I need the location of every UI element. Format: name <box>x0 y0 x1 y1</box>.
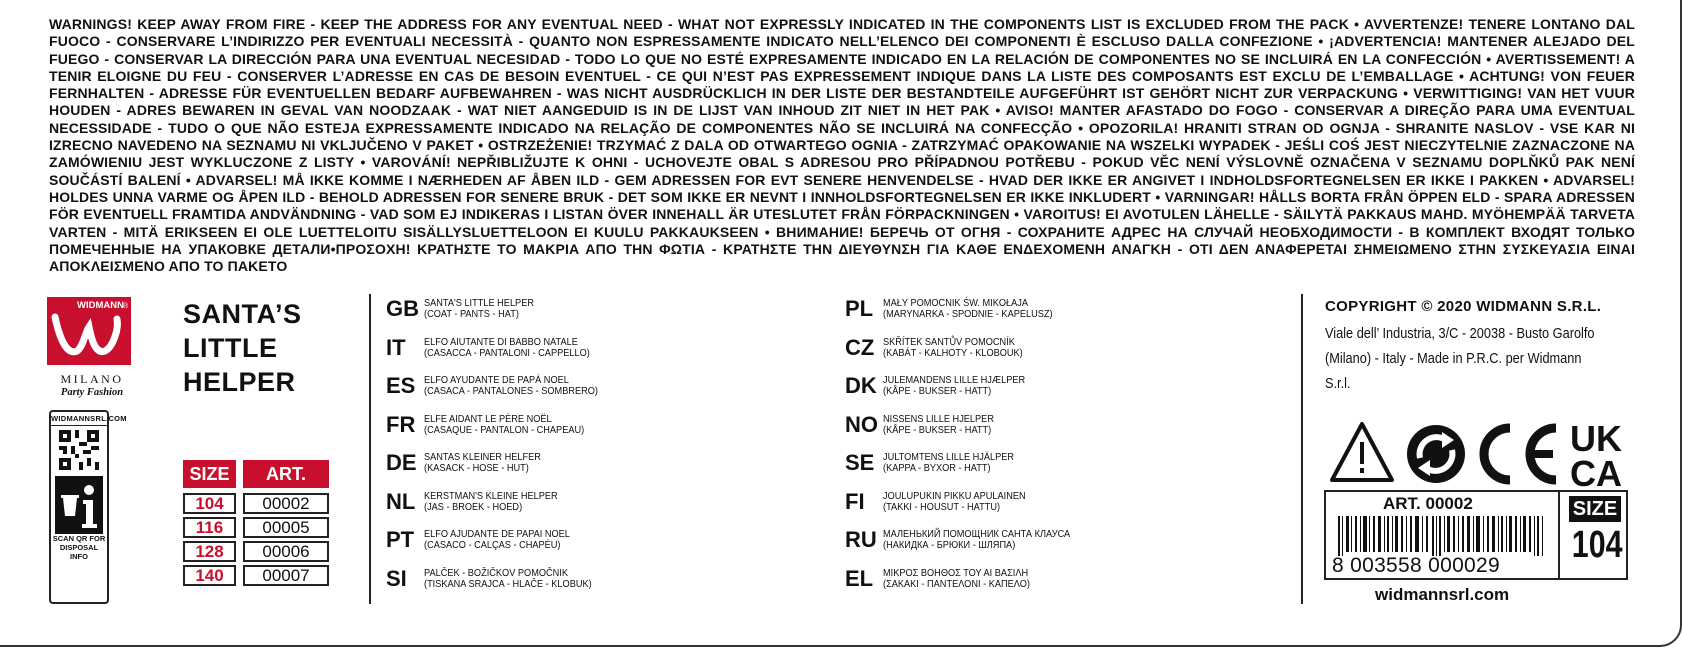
language-name: MAŁY POMOCNIK ŚW. MIKOŁAJA <box>883 298 1029 309</box>
language-code: CZ <box>845 334 875 360</box>
language-name: ELFO AYUDANTE DE PAPÁ NOEL <box>424 375 569 386</box>
language-items: (ΣΑΚΑΚΙ - ΠΑΝΤΕΛΟΝΙ - ΚΑΠΕΛΟ) <box>883 578 1030 590</box>
divider-left <box>369 294 371 604</box>
language-code: SE <box>845 450 875 475</box>
qr-code-icon[interactable] <box>59 430 99 470</box>
language-row <box>386 527 613 566</box>
product-title-line2: LITTLE <box>183 333 278 363</box>
barcode-size-divider <box>1558 492 1560 578</box>
scan-text-line1: SCAN QR FOR <box>52 534 106 543</box>
language-row <box>386 335 613 374</box>
language-row <box>845 296 1086 335</box>
language-row <box>845 450 1086 489</box>
language-items: (MARYNARKA - SPODNIE - KAPELUSZ) <box>883 309 1053 320</box>
widmann-logo-icon <box>47 297 131 365</box>
language-name: ELFO AJUDANTE DE PAPAI NOEL <box>424 529 570 540</box>
language-name: ELFE AIDANT LE PÈRE NOËL <box>424 413 552 425</box>
language-row <box>845 412 1086 451</box>
art-cell: 00005 <box>243 517 329 538</box>
regulatory-symbols <box>1328 418 1628 490</box>
brand-city: MILANO <box>60 372 124 386</box>
language-row <box>386 566 613 605</box>
language-code: EL <box>845 565 874 591</box>
size-cell: 140 <box>183 565 236 586</box>
language-row <box>386 450 613 489</box>
svg-text:WIDMANN: WIDMANN <box>77 300 124 311</box>
language-row <box>386 489 613 528</box>
copyright-text: COPYRIGHT © 2020 WIDMANN S.R.L. <box>1325 298 1602 315</box>
language-code: DK <box>845 373 877 398</box>
language-items: (COAT - PANTS - HAT) <box>424 309 519 320</box>
language-items: (НАКИДКА - БРЮКИ - ШЛЯПА) <box>883 540 1016 551</box>
qr-box <box>49 410 127 604</box>
barcode-art-label: ART. 00002 <box>1383 494 1473 513</box>
language-items: (TISKANA SRAJCA - HLAČE - KLOBUK) <box>424 578 592 590</box>
scan-text-line2: DISPOSAL INFO <box>59 543 99 561</box>
language-items: (JAS - BROEK - HOED) <box>424 501 523 513</box>
language-row <box>386 373 613 412</box>
svg-text:®: ® <box>123 303 129 310</box>
size-cell: 104 <box>183 493 236 514</box>
language-name: МАЛЕНЬКИЙ ПОМОЩНИК САНТА КЛАУСА <box>883 529 1071 540</box>
language-code: FR <box>386 411 416 437</box>
size-cell: 128 <box>183 541 236 562</box>
language-code: RU <box>845 527 877 552</box>
size-cell: 116 <box>183 517 236 538</box>
language-items: (CASACA - PANTALONES - SOMBRERO) <box>424 386 598 397</box>
language-items: (CASACO - CALÇAS - CHAPÉU) <box>424 540 561 551</box>
language-code: IT <box>386 334 406 360</box>
warning-icon <box>1332 424 1392 480</box>
language-items: (KASACK - HOSE - HUT) <box>424 463 529 474</box>
language-name: JULEMANDENS LILLE HJÆLPER <box>883 375 1026 386</box>
language-code: FI <box>845 488 865 514</box>
language-code: NO <box>845 411 878 437</box>
product-title-line3: HELPER <box>183 367 296 397</box>
language-code: ES <box>386 373 416 398</box>
brand-tagline: Party Fashion <box>60 387 124 398</box>
language-list-right <box>845 296 1086 604</box>
language-name: JULTOMTENS LILLE HJÄLPER <box>883 452 1015 463</box>
language-row <box>845 527 1086 566</box>
barcode-size-label: SIZE <box>1569 496 1621 522</box>
language-name: JOULUPUKIN PIKKU APULAINEN <box>883 490 1026 502</box>
brand-block <box>46 297 138 398</box>
warnings-text: WARNINGS! KEEP AWAY FROM FIRE - KEEP THE ADDRESS FOR ANY EVENTUAL NEED - WHAT NOT EXPRESSLY INDICATED IN THE COMPONENTS LIST IS EXCLUDED FROM THE PACK • AVVERTENZE! TENERE LONTANO DAL FUOCO - CONSERVARE L’INDIRIZZO PER EVENTUALI NECESSITÀ - QUANTO NON ESPRESSAMENTE INDICATO NELL’ELENCO DEI COMPONENTI È ESCLUSO DALLA CONFEZIONE • ¡ADVERTENCIA! MANTENER ALEJADO DEL FUEGO - CONSERVAR LA DIRECCIÓN PARA UNA EVENTUAL NECESIDAD - TODO LO QUE NO ESTÉ EXPRESAMENTE INDICADO EN LA RELACIÓN DE COMPONENTES NO SE INCLUIRÁ EN LA CONFECCIÓN • AVERTISSEMENT! A TENIR ELOIGNE DU FEU - CONSERVER L’ADRESSE EN CAS DE BESOIN EVENTUEL - CE QUI N’EST PAS EXPRESSEMENT INDIQUE DANS LA LISTE DES COMPOSANTS EST EXCLU DE L’EMBALLAGE • ACHTUNG! VON FEUER FERNHALTEN - ADRESSE FÜR EVENTUELLEN BEDARF AUFBEWAHREN - WAS NICHT AUSDRÜCKLICH IN DER LISTE DER BESTANDTEILE AUFGEFÜHRT IST GEHÖRT NICHT ZUR VERPACKUNG • VERWITTIGING! VAN HET VUUR HOUDEN - ADRES BEWAREN IN GEVAL VAN NOODZAAK - WAT NIET AANGEDUID IS IN DE LIJST VAN INHOUD ZIT NIET IN HET PAK • AVISO! MANTER AFASTADO DO FOGO - CONSERVAR A DIREÇÃO PARA UMA EVENTUAL NECESSIDADE - TUDO O QUE NÃO ESTEJA EXPRESSAMENTE INDICADO NA RELAÇÃO DE COMPONENTES NÃO SE INCLUIRÁ NA CONFECÇÃO • OPOZORILA! HRANITI STRAN OD OGNJA - SHRANITE NASLOV - VSE KAR NI IZRECNO NAVEDENO NA SEZNAMU NI VKLJUČENO V PAKET • OSTRZEŻENIE! TRZYMAĆ Z DALA OD OTWARTEGO OGNIA - ZATRZYMAĆ OPAKOWANIE NA WSZELKI WYPADEK - JEŚLI COŚ JEST NIECZYTELNIE ZAZNACZONE NA ZAMÓWIENIU JEST WYKLUCZONE Z LISTY • VAROVÁNÍ! NEPŘIBLIŽUJTE K OHNI - UCHOVEJTE OBAL S ADRESOU PRO PŘÍPADNOU POTŘEBU - POKUD VĚC NENÍ VÝSLOVNĚ OZNAČENA V SEZNAMU DOPLŇKŮ PAK NENÍ SOUČÁSTÍ BALENÍ • ADVARSEL! MÅ IKKE KOMME I NÆRHEDEN AF ÅBEN ILD - GEM ADRESSEN FOR EVT SENERE HENVENDELSE - HVAD DER IKKE ER ANGIVET I INDHOLDSFORTEGNELSEN ER IKKE I PAKKEN • ADVARSEL! HOLDES UNNA VARME OG ÅPEN ILD - BEHOLD ADRESSEN FOR SENERE BRUK - DET SOM IKKE ER NEVNT I INNHOLDSFORTEGNELSEN ER IKKE INKLUDERT • VARNINGAR! HÅLLS BORTA FRÅN ÖPPEN ELD - SPARA ADRESSEN FÖR EVENTUELL FRAMTIDA ANDVÄNDNING - VAD SOM EJ INDIKERAS I LISTAN ÖVER INNEHALL ÄR UTESLUTET FRÅN FÖRPACKNINGEN • VAROITUS! EI AVOTULEN LÄHELLE - SÄILYTÄ PAKKAUS MAHD. MYÖHEMPÄÄ TARVETA VARTEN - MITÄ ERIKSEEN EI OLE LUETTELOITU SISÄLLYSLUETTELOON EI KUULU PAKKAUKSEEN • ВНИМАНИЕ! БЕРЕЧЬ ОТ ОГНЯ - СОХРАНИТЕ АДРЕС НА СЛУЧАЙ НЕОБХОДИМОСТИ - В КОМПЛЕКТ ВХОДЯТ ТОЛЬКО ПОМЕЧЕННЫЕ НА УПАКОВКЕ ДЕТАЛИ•ΠΡΟΣΟΧΗ! ΚΡΑΤΗΣΤΕ ΤΟ ΜΑΚΡΙΑ ΑΠΟ ΤΗΝ ΦΩΤΙΑ - ΚΡΑΤΗΣΤΕ ΤΗΝ ΔΙΕΥΘΥΝΣΗ ΓΙΑ ΚΑΘΕ ΕΝΔΕΧΟΜΕΝΗ ΑΝΑΓΚΗ - ΟΤΙ ΔΕΝ ΑΝΑΦΕΡΕΤΑΙ ΣΗΜΕΙΩΜΕΝΟ ΣΤΗΝ ΣΥΣΚΕΥΑΣΙΑ ΕΙΝΑΙ ΑΠΟΚΛΕΙΣΜΕΝΟ ΑΠΟ ΤΟ ΠΑΚΕΤΟ <box>49 16 1635 275</box>
language-row <box>845 489 1086 528</box>
language-name: KERSTMAN'S KLEINE HELPER <box>424 490 558 502</box>
disposal-info-icon <box>55 476 103 534</box>
language-name: ΜΙΚΡΟΣ ΒΟΗΘΟΣ ΤΟΥ ΑΙ ΒΑΣΙΛΗ <box>883 567 1029 579</box>
svg-text:CA: CA <box>1570 453 1622 490</box>
language-name: SANTAS KLEINER HELFER <box>424 452 541 463</box>
language-items: (KAPPA - BYXOR - HATT) <box>883 463 991 474</box>
language-items: (KÅPE - BUKSER - HATT) <box>883 424 992 436</box>
product-title-line1: SANTA’S <box>183 299 302 329</box>
website-link[interactable]: widmannsrl.com <box>1375 585 1510 604</box>
barcode-icon <box>1338 516 1550 556</box>
language-code: GB <box>386 296 419 321</box>
language-code: PT <box>386 527 415 552</box>
language-row <box>845 335 1086 374</box>
language-code: NL <box>386 488 416 514</box>
language-row <box>845 566 1086 605</box>
size-header: SIZE <box>183 460 236 488</box>
art-header: ART. <box>243 460 329 488</box>
ukca-mark-icon <box>1570 418 1622 490</box>
language-code: PL <box>845 296 874 321</box>
divider-right <box>1301 294 1303 604</box>
art-cell: 00007 <box>243 565 329 586</box>
svg-text:UK: UK <box>1570 418 1622 459</box>
barcode-number: 8 003558 000029 <box>1332 554 1500 577</box>
art-cell: 00002 <box>243 493 329 514</box>
language-name: ELFO AIUTANTE DI BABBO NATALE <box>424 336 578 348</box>
barcode-size-value: 104 <box>1571 524 1623 566</box>
language-items: (TAKKI - HOUSUT - HATTU) <box>883 501 1001 513</box>
language-name: SKŘÍTEK SANTŮV POMOCNÍK <box>883 336 1015 348</box>
language-row <box>386 296 613 335</box>
language-items: (KÅPE - BUKSER - HATT) <box>883 386 992 397</box>
language-items: (CASACCA - PANTALONI - CAPPELLO) <box>424 347 590 359</box>
address-text: Viale dell’ Industria, 3/C - 20038 - Busto Garolfo (Milano) - Italy - Made in P.R.C. per Widmann S.r.l. <box>1325 326 1595 392</box>
language-items: (KABÁT - KALHOTY - KLOBOUK) <box>883 347 1023 359</box>
qr-box-label: WIDMANNSRL.COM <box>51 412 107 426</box>
language-items: (CASAQUE - PANTALON - CHAPEAU) <box>424 424 585 436</box>
barcode-box <box>1324 490 1628 580</box>
language-list-left <box>386 296 613 604</box>
product-title <box>183 297 302 399</box>
language-row <box>845 373 1086 412</box>
language-name: PALČEK - BOŽIČKOV POMOČNIK <box>424 567 568 579</box>
language-name: NISSENS LILLE HJELPER <box>883 413 994 425</box>
language-code: SI <box>386 565 407 591</box>
ce-mark-icon <box>1484 428 1556 480</box>
language-code: DE <box>386 450 417 475</box>
art-cell: 00006 <box>243 541 329 562</box>
language-row <box>386 412 613 451</box>
language-name: SANTA'S LITTLE HELPER <box>424 298 534 309</box>
recycle-icon <box>1407 425 1465 483</box>
